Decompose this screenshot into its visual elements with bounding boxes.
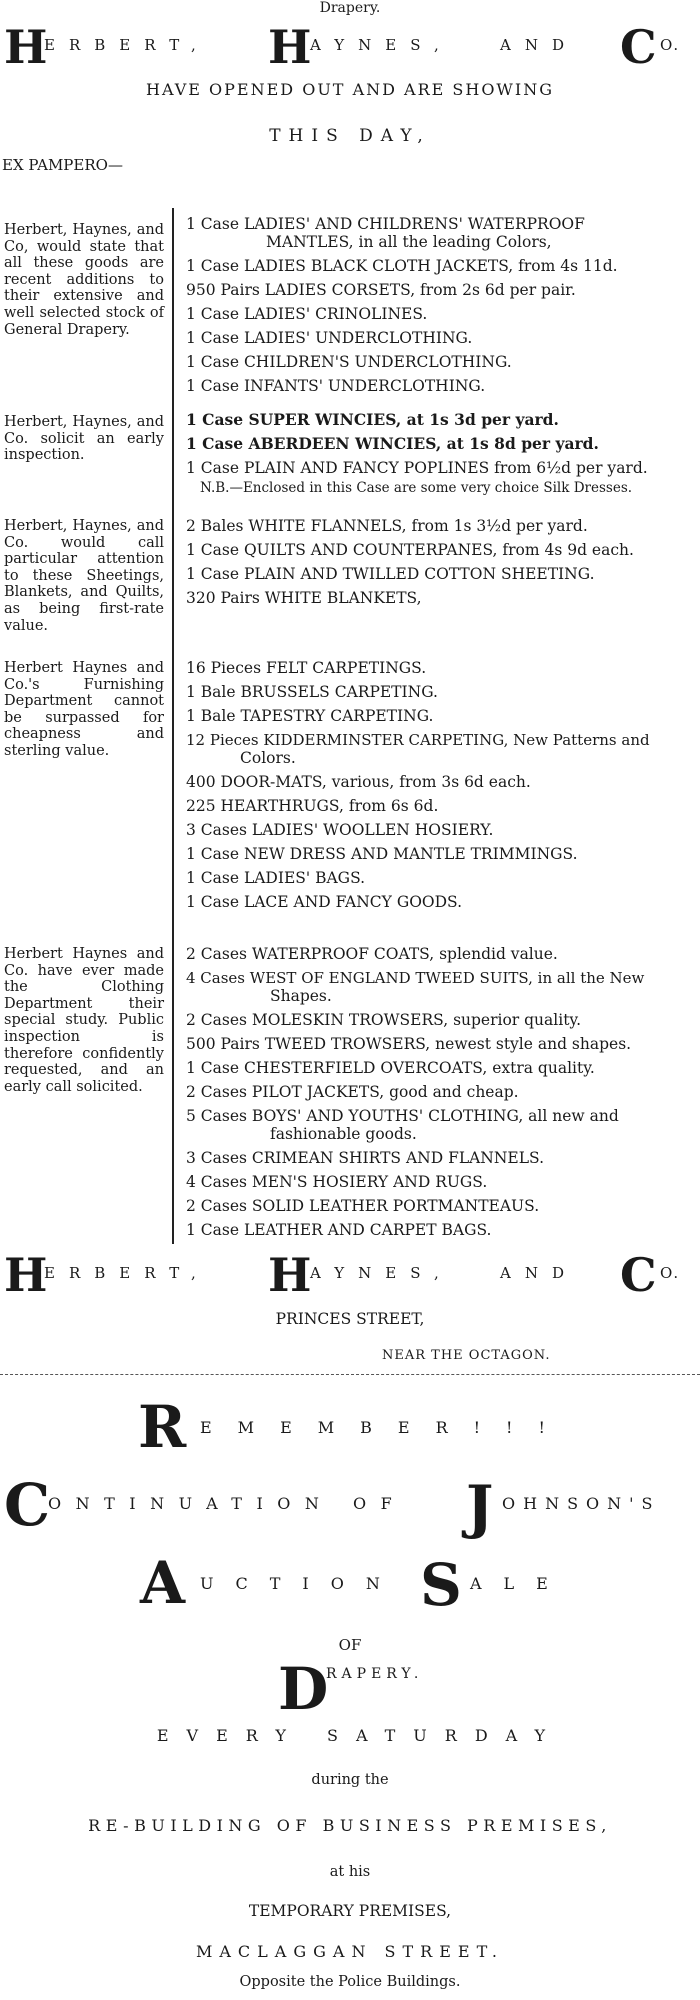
ex-pampero: EX PAMPERO—: [2, 156, 123, 174]
list-item-cont: fashionable goods.: [270, 1125, 417, 1143]
maclaggan-street: MACLAGGAN STREET.: [195, 1942, 504, 1961]
drapery-initial: D: [278, 1655, 329, 1723]
list-item: 500 Pairs TWEED TROWSERS, newest style and shapes.: [186, 1035, 632, 1053]
section-divider: [0, 1374, 700, 1375]
list-item: 1 Case CHESTERFIELD OVERCOATS, extra quality.: [186, 1059, 595, 1077]
auction-rest: UCTION: [200, 1574, 402, 1593]
list-item: 1 Case LEATHER AND CARPET BAGS.: [186, 1221, 492, 1239]
list-item: 3 Cases CRIMEAN SHIRTS AND FLANNELS.: [186, 1149, 545, 1167]
item-group-3: [186, 514, 698, 610]
list-item: 1 Case NEW DRESS AND MANTLE TRIMMINGS.: [186, 845, 578, 863]
firm-name-bottom: [0, 1248, 700, 1302]
auction-initial: A: [140, 1549, 186, 1617]
sidebar-note-2: Herbert, Haynes, and Co. solicit an early inspection.: [4, 414, 164, 464]
list-item-cont: MANTLES, in all the leading Colors,: [266, 233, 552, 251]
firm-name-top: [0, 20, 700, 74]
every-saturday: EVERY SATURDAY: [156, 1726, 564, 1745]
drapery-heading: Drapery.: [319, 0, 381, 16]
list-item-cont: Colors.: [240, 749, 296, 767]
firm-initial-h: H: [4, 1248, 48, 1302]
firm-word-co: O.: [660, 1264, 681, 1282]
continuation-line: [4, 1471, 698, 1541]
temporary-premises: TEMPORARY PREMISES,: [248, 1902, 452, 1920]
list-item: 2 Cases SOLID LEATHER PORTMANTEAUS.: [186, 1197, 540, 1215]
list-item-note: N.B.—Enclosed in this Case are some very choice Silk Dresses.: [200, 480, 633, 496]
list-item: 1 Case PLAIN AND TWILLED COTTON SHEETING.: [186, 565, 595, 583]
continuation-rest: ONTINUATION OF: [48, 1494, 407, 1513]
firm-initial-c: C: [620, 20, 657, 74]
sidebar-note-1: Herbert, Haynes, and Co, would state that all these goods are recent additions to their extensive and well selected stock of General Drapery.: [4, 222, 164, 338]
sidebar-note-4: Herbert Haynes and Co.'s Furnishing Department cannot be surpassed for cheapness and sterling value.: [4, 660, 164, 759]
this-day-line: THIS DAY,: [269, 126, 431, 146]
remember-rest: EMEMBER!!!: [200, 1418, 571, 1437]
list-item: 1 Case PLAIN AND FANCY POPLINES from 6½d per yard.: [186, 459, 648, 477]
rebuilding-line: RE-BUILDING OF BUSINESS PREMISES,: [88, 1816, 612, 1835]
list-item: 1 Bale TAPESTRY CARPETING.: [186, 707, 434, 725]
opened-line: HAVE OPENED OUT AND ARE SHOWING: [146, 80, 554, 99]
list-item: 1 Case LACE AND FANCY GOODS.: [186, 893, 463, 911]
firm-initial-h: H: [4, 20, 48, 74]
remember-line: [138, 1393, 698, 1461]
auction-sale-line: [140, 1549, 680, 1619]
of-line: OF: [338, 1636, 362, 1654]
remember-initial: R: [138, 1393, 187, 1461]
item-group-5: [186, 942, 698, 1242]
list-item-cont: Shapes.: [270, 987, 332, 1005]
firm-word-co: O.: [660, 36, 681, 54]
firm-word-haynes: AYNES,: [310, 1264, 453, 1282]
list-item: 2 Bales WHITE FLANNELS, from 1s 3½d per yard.: [186, 517, 588, 535]
list-item: 1 Case LADIES' UNDERCLOTHING.: [186, 329, 473, 347]
list-item: 320 Pairs WHITE BLANKETS,: [186, 589, 422, 607]
list-item: 12 Pieces KIDDERMINSTER CARPETING, New Patterns and: [186, 731, 650, 749]
column-divider: [172, 208, 174, 1244]
at-his: at his: [329, 1864, 371, 1880]
address-street: PRINCES STREET,: [275, 1310, 425, 1328]
list-item: 1 Case INFANTS' UNDERCLOTHING.: [186, 377, 486, 395]
drapery-rest: RAPERY.: [326, 1666, 424, 1682]
list-item: 1 Case LADIES' CRINOLINES.: [186, 305, 428, 323]
address-near: NEAR THE OCTAGON.: [382, 1348, 551, 1363]
list-item: 2 Cases PILOT JACKETS, good and cheap.: [186, 1083, 519, 1101]
list-item: 4 Cases WEST OF ENGLAND TWEED SUITS, in all the New: [186, 969, 645, 987]
item-group-2: [186, 408, 698, 500]
johnson-rest: OHNSON'S: [502, 1494, 661, 1513]
sale-rest: ALE: [470, 1574, 570, 1593]
firm-word-haynes: AYNES,: [310, 36, 453, 54]
list-item: 225 HEARTHRUGS, from 6s 6d.: [186, 797, 439, 815]
firm-word-herbert: ERBERT,: [44, 1264, 210, 1282]
firm-initial-c: C: [620, 1248, 657, 1302]
list-item: 1 Case SUPER WINCIES, at 1s 3d per yard.: [186, 410, 559, 429]
list-item: 1 Case LADIES BLACK CLOTH JACKETS, from 4s 11d.: [186, 257, 618, 275]
opposite-police: Opposite the Police Buildings.: [239, 1974, 461, 1990]
continuation-initial: C: [4, 1471, 51, 1539]
firm-initial-h2: H: [268, 20, 312, 74]
list-item: 3 Cases LADIES' WOOLLEN HOSIERY.: [186, 821, 494, 839]
list-item: 1 Bale BRUSSELS CARPETING.: [186, 683, 438, 701]
list-item: 1 Case QUILTS AND COUNTERPANES, from 4s 9d each.: [186, 541, 634, 559]
list-item: 1 Case ABERDEEN WINCIES, at 1s 8d per yard.: [186, 434, 599, 453]
sidebar-note-3: Herbert, Haynes, and Co. would call particular attention to these Sheetings, Blankets, and Quilts, as being first-rate value.: [4, 518, 164, 634]
firm-initial-h2: H: [268, 1248, 312, 1302]
list-item: 1 Case LADIES' AND CHILDRENS' WATERPROOF: [186, 215, 585, 233]
list-item: 1 Case LADIES' BAGS.: [186, 869, 366, 887]
drapery-line: [278, 1655, 578, 1723]
firm-word-herbert: ERBERT,: [44, 36, 210, 54]
list-item: 950 Pairs LADIES CORSETS, from 2s 6d per pair.: [186, 281, 576, 299]
list-item: 5 Cases BOYS' AND YOUTHS' CLOTHING, all new and: [186, 1107, 619, 1125]
sale-initial: S: [420, 1551, 462, 1619]
list-item: 2 Cases MOLESKIN TROWSERS, superior quality.: [186, 1011, 582, 1029]
list-item: 2 Cases WATERPROOF COATS, splendid value.: [186, 945, 558, 963]
list-item: 16 Pieces FELT CARPETINGS.: [186, 659, 427, 677]
during-the: during the: [311, 1772, 389, 1788]
list-item: 4 Cases MEN'S HOSIERY AND RUGS.: [186, 1173, 488, 1191]
list-item: 400 DOOR-MATS, various, from 3s 6d each.: [186, 773, 531, 791]
item-group-1: [186, 212, 698, 398]
firm-word-and: AND: [500, 36, 578, 54]
sidebar-note-5: Herbert Haynes and Co. have ever made the Clothing Department their special study. Public inspection is therefore confidently requested, and an early call solicited.: [4, 946, 164, 1095]
firm-word-and: AND: [500, 1264, 578, 1282]
list-item: 1 Case CHILDREN'S UNDERCLOTHING.: [186, 353, 512, 371]
item-group-4: [186, 656, 698, 914]
johnson-initial: J: [466, 1473, 494, 1541]
